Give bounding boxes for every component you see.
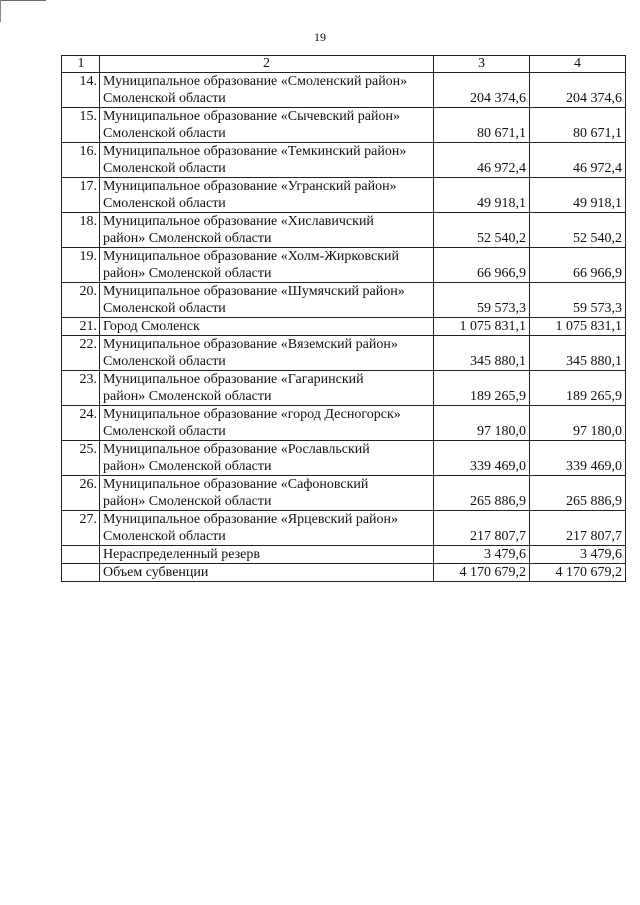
value-column-3: 217 807,7 xyxy=(434,511,530,546)
row-number: 23. xyxy=(62,371,100,406)
municipality-name-line: район» Смоленской области xyxy=(103,494,272,509)
municipality-name-line: Муниципальное образование «Угранский район» xyxy=(103,179,397,194)
table-row xyxy=(62,283,626,318)
municipality-name-line: Смоленской области xyxy=(103,126,226,141)
municipality-name-line: район» Смоленской области xyxy=(103,459,272,474)
value-column-4: 4 170 679,2 xyxy=(530,564,626,582)
municipality-name-line: Смоленской области xyxy=(103,529,226,544)
table-row xyxy=(62,143,626,178)
subsidy-table xyxy=(61,55,626,582)
value-column-3: 204 374,6 xyxy=(434,73,530,108)
table-row xyxy=(62,564,626,582)
value-column-4: 97 180,0 xyxy=(530,406,626,441)
row-number: 18. xyxy=(62,213,100,248)
row-number: 15. xyxy=(62,108,100,143)
table-row xyxy=(62,73,626,108)
row-number: 19. xyxy=(62,248,100,283)
table-row xyxy=(62,406,626,441)
municipality-name-line: Смоленской области xyxy=(103,91,226,106)
row-number: 27. xyxy=(62,511,100,546)
municipality-name xyxy=(100,371,434,406)
row-number: 14. xyxy=(62,73,100,108)
table-row xyxy=(62,441,626,476)
row-number: 17. xyxy=(62,178,100,213)
row-number: 24. xyxy=(62,406,100,441)
table-row xyxy=(62,318,626,336)
municipality-name-line: район» Смоленской области xyxy=(103,389,272,404)
value-column-3: 265 886,9 xyxy=(434,476,530,511)
page-number: 19 xyxy=(314,30,326,44)
municipality-name xyxy=(100,143,434,178)
value-column-4: 3 479,6 xyxy=(530,546,626,564)
municipality-name xyxy=(100,73,434,108)
value-column-4: 80 671,1 xyxy=(530,108,626,143)
municipality-name xyxy=(100,213,434,248)
table-row xyxy=(62,108,626,143)
table-row xyxy=(62,178,626,213)
municipality-name-line: Муниципальное образование «Хиславичский xyxy=(103,214,374,229)
value-column-3: 66 966,9 xyxy=(434,248,530,283)
scan-edge-mark-vertical xyxy=(0,0,1,22)
value-column-3: 339 469,0 xyxy=(434,441,530,476)
row-number xyxy=(62,546,100,564)
column-header-2: 2 xyxy=(100,56,434,73)
table-body xyxy=(62,73,626,582)
value-column-3: 80 671,1 xyxy=(434,108,530,143)
municipality-name xyxy=(100,336,434,371)
value-column-3: 52 540,2 xyxy=(434,213,530,248)
value-column-3: 3 479,6 xyxy=(434,546,530,564)
row-number: 25. xyxy=(62,441,100,476)
municipality-name xyxy=(100,406,434,441)
value-column-3: 1 075 831,1 xyxy=(434,318,530,336)
value-column-4: 189 265,9 xyxy=(530,371,626,406)
value-column-4: 49 918,1 xyxy=(530,178,626,213)
value-column-3: 59 573,3 xyxy=(434,283,530,318)
municipality-name xyxy=(100,441,434,476)
value-column-4: 1 075 831,1 xyxy=(530,318,626,336)
value-column-3: 345 880,1 xyxy=(434,336,530,371)
value-column-4: 52 540,2 xyxy=(530,213,626,248)
value-column-4: 339 469,0 xyxy=(530,441,626,476)
municipality-name-line: Муниципальное образование «Холм-Жирковский xyxy=(103,249,399,264)
value-column-4: 46 972,4 xyxy=(530,143,626,178)
value-column-4: 66 966,9 xyxy=(530,248,626,283)
column-header-4: 4 xyxy=(530,56,626,73)
municipality-name xyxy=(100,248,434,283)
value-column-4: 345 880,1 xyxy=(530,336,626,371)
table-row xyxy=(62,336,626,371)
municipality-name-line: Объем субвенции xyxy=(103,565,209,580)
table-row xyxy=(62,248,626,283)
row-number xyxy=(62,564,100,582)
municipality-name-line: Муниципальное образование «Сафоновский xyxy=(103,477,369,492)
municipality-name-line: Смоленской области xyxy=(103,424,226,439)
municipality-name xyxy=(100,564,434,582)
value-column-3: 46 972,4 xyxy=(434,143,530,178)
municipality-name-line: Муниципальное образование «Рославльский xyxy=(103,442,370,457)
municipality-name xyxy=(100,546,434,564)
value-column-4: 265 886,9 xyxy=(530,476,626,511)
municipality-name-line: Муниципальное образование «Гагаринский xyxy=(103,372,364,387)
table-row xyxy=(62,213,626,248)
municipality-name xyxy=(100,178,434,213)
municipality-name xyxy=(100,283,434,318)
column-header-1: 1 xyxy=(62,56,100,73)
table-row xyxy=(62,546,626,564)
municipality-name-line: Муниципальное образование «Вяземский район» xyxy=(103,337,398,352)
table-row xyxy=(62,371,626,406)
municipality-name-line: Муниципальное образование «Смоленский район» xyxy=(103,74,408,89)
municipality-name-line: район» Смоленской области xyxy=(103,266,272,281)
municipality-name-line: Муниципальное образование «Ярцевский район» xyxy=(103,512,399,527)
value-column-4: 59 573,3 xyxy=(530,283,626,318)
header-row xyxy=(62,56,626,73)
municipality-name-line: Муниципальное образование «город Десногорск» xyxy=(103,407,401,422)
municipality-name-line: Смоленской области xyxy=(103,301,226,316)
table-row xyxy=(62,511,626,546)
value-column-3: 189 265,9 xyxy=(434,371,530,406)
municipality-name xyxy=(100,476,434,511)
municipality-name-line: Смоленской области xyxy=(103,196,226,211)
column-header-3: 3 xyxy=(434,56,530,73)
row-number: 22. xyxy=(62,336,100,371)
municipality-name xyxy=(100,511,434,546)
value-column-3: 97 180,0 xyxy=(434,406,530,441)
municipality-name-line: район» Смоленской области xyxy=(103,231,272,246)
table-row xyxy=(62,476,626,511)
municipality-name-line: Смоленской области xyxy=(103,354,226,369)
value-column-3: 49 918,1 xyxy=(434,178,530,213)
municipality-name-line: Смоленской области xyxy=(103,161,226,176)
municipality-name-line: Город Смоленск xyxy=(103,319,200,334)
municipality-name-line: Муниципальное образование «Сычевский район» xyxy=(103,109,400,124)
value-column-3: 4 170 679,2 xyxy=(434,564,530,582)
scan-edge-mark xyxy=(0,0,46,1)
municipality-name xyxy=(100,108,434,143)
row-number: 21. xyxy=(62,318,100,336)
municipality-name-line: Муниципальное образование «Темкинский район» xyxy=(103,144,407,159)
municipality-name-line: Муниципальное образование «Шумячский район» xyxy=(103,284,405,299)
value-column-4: 204 374,6 xyxy=(530,73,626,108)
municipality-name-line: Нераспределенный резерв xyxy=(103,547,260,562)
row-number: 20. xyxy=(62,283,100,318)
row-number: 16. xyxy=(62,143,100,178)
municipality-name xyxy=(100,318,434,336)
row-number: 26. xyxy=(62,476,100,511)
value-column-4: 217 807,7 xyxy=(530,511,626,546)
